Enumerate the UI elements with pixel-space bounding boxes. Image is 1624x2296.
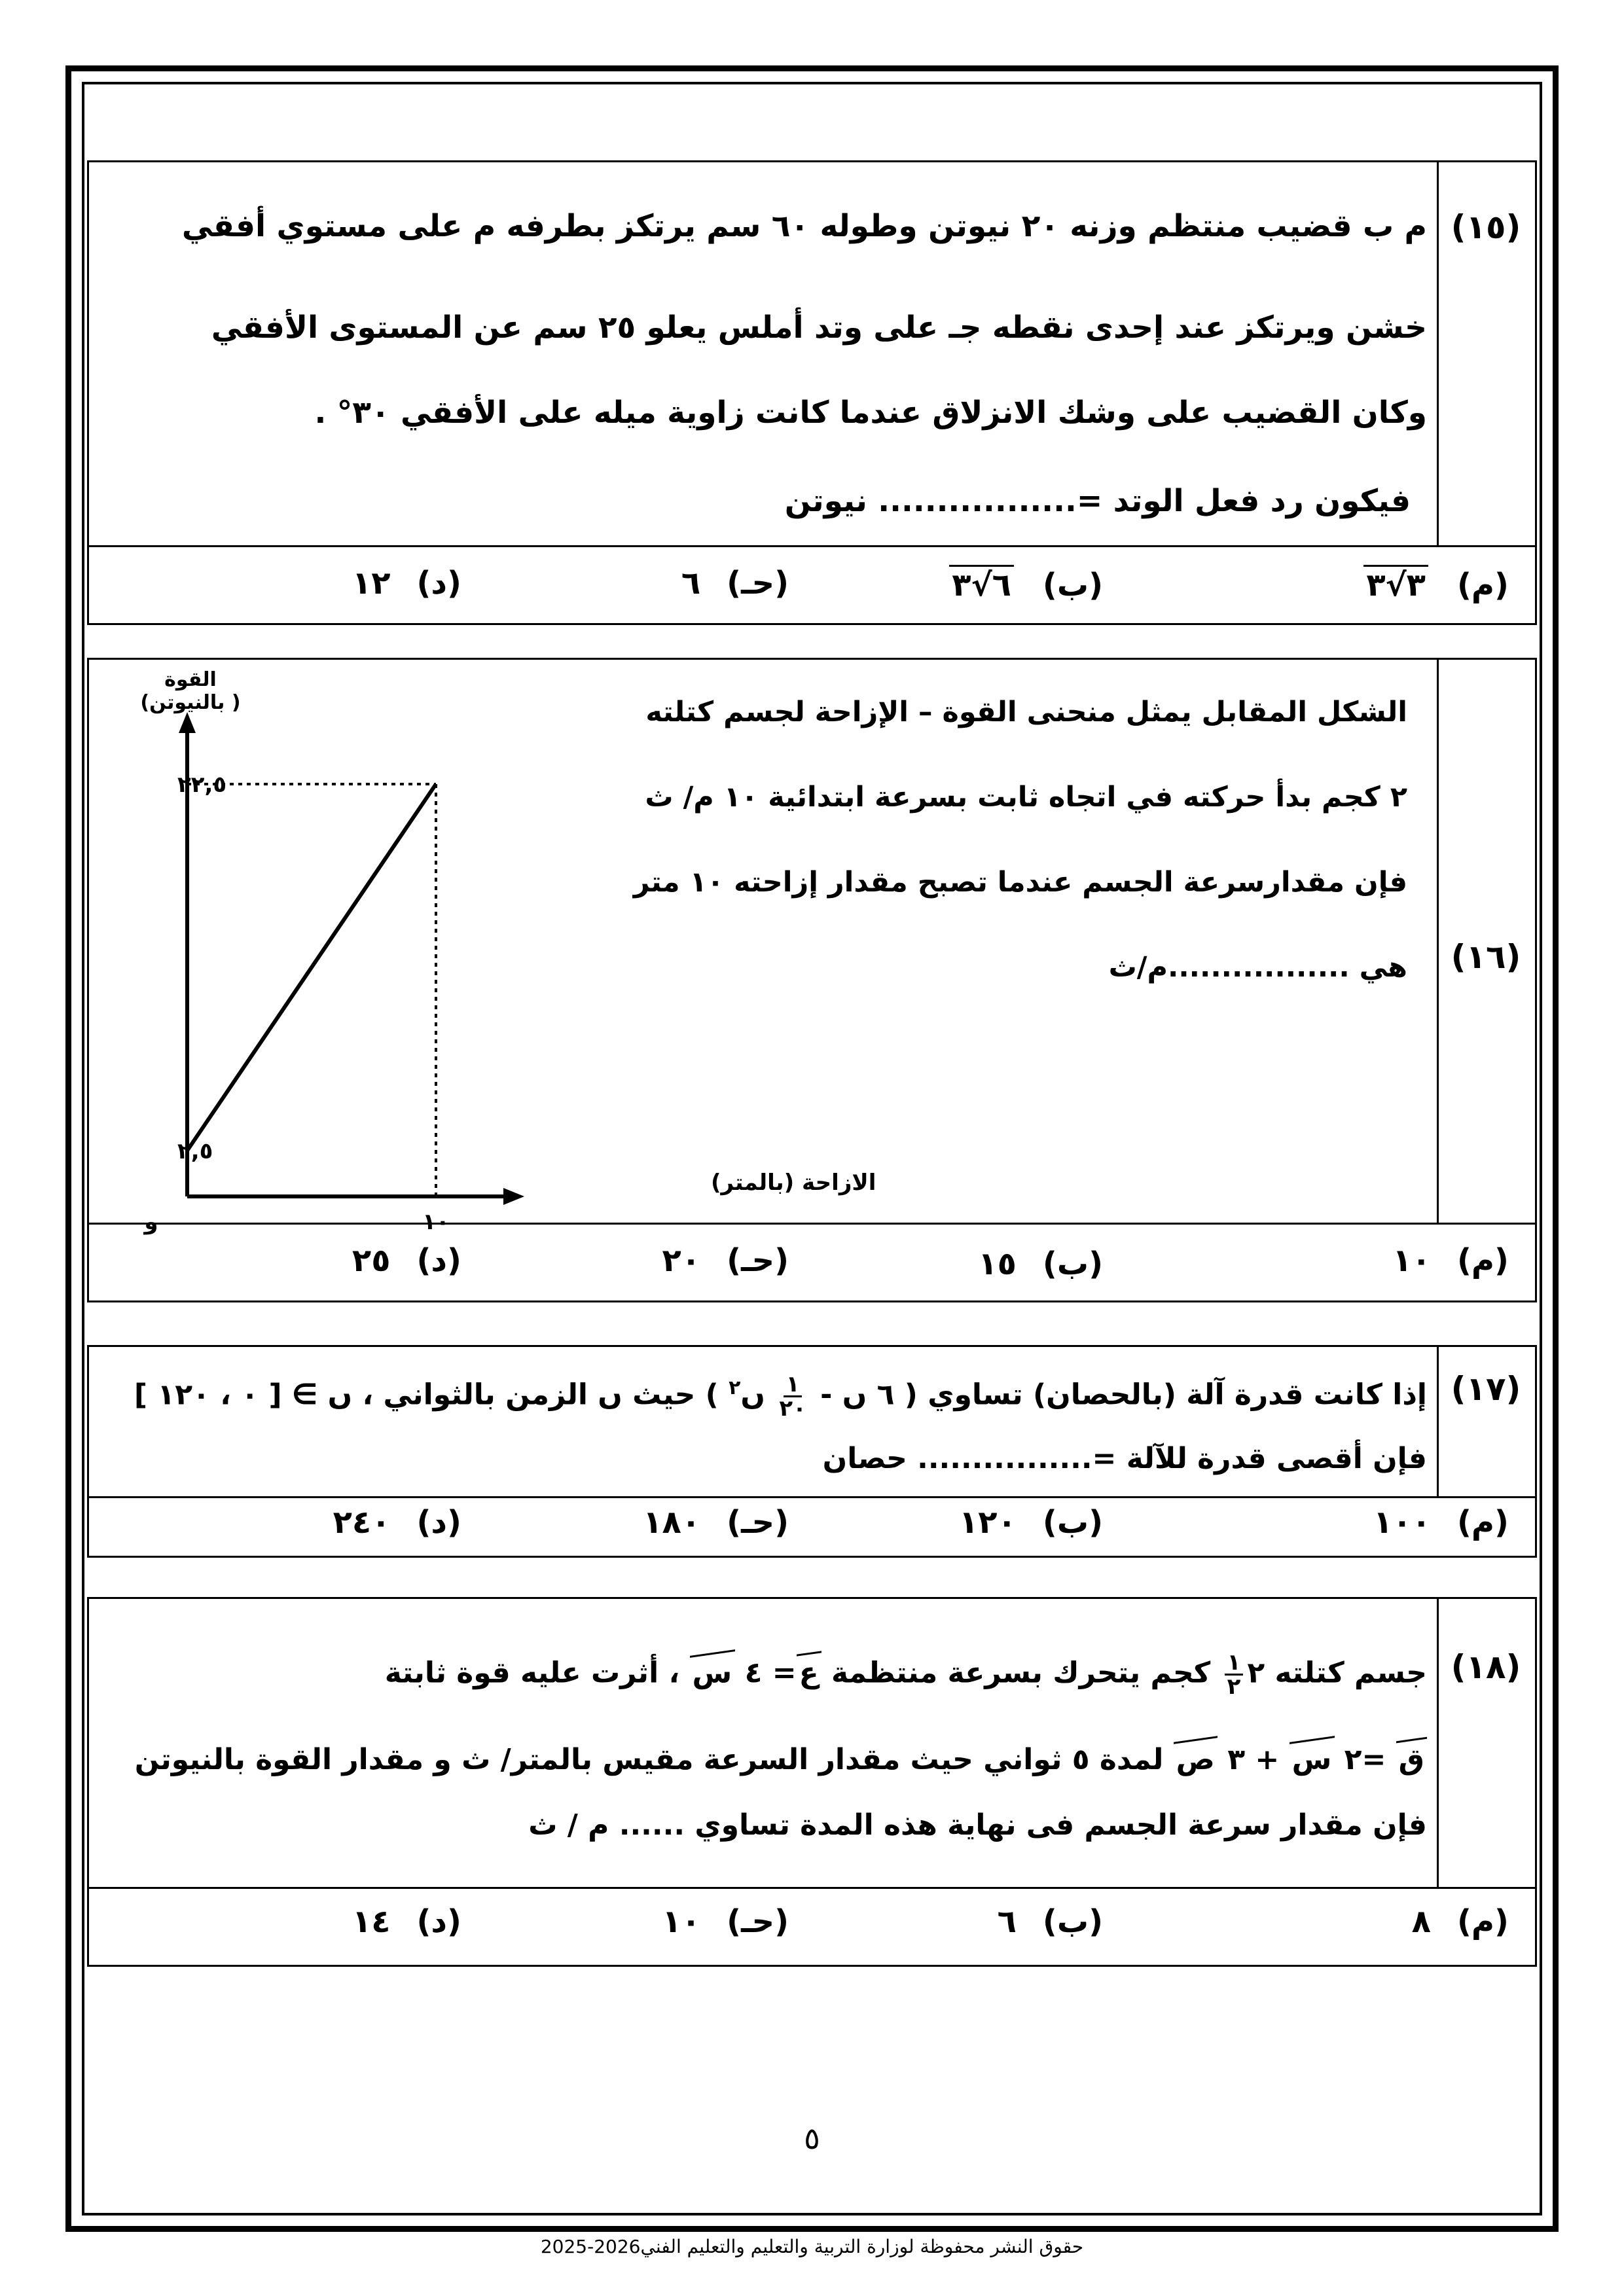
option-a[interactable]: (م)١٠	[1392, 1242, 1509, 1279]
question-text-line: جسم كتلته ٢ $\frac{١}{٢}$ كجم يتحرك بسرعة منتظمة ع= ٤ س ، أثرت عليه قوة ثابتة	[384, 1649, 1427, 1700]
question-number: (١٧)	[1451, 1370, 1521, 1408]
option-d[interactable]: (د)١٢	[352, 565, 461, 601]
option-d[interactable]: (د)١٤	[352, 1903, 461, 1940]
question-18	[87, 1597, 1537, 1967]
unit-vector-i: س	[1290, 1743, 1335, 1776]
option-b[interactable]: (ب)١٢٠	[959, 1504, 1103, 1541]
question-text-line: ق =٢ س + ٣ ص لمدة ٥ ثواني حيث مقدار السرعة مقيس بالمتر/ ث و مقدار القوة بالنيوتن	[135, 1743, 1427, 1776]
option-a[interactable]: (م)٣√٣	[1361, 565, 1509, 603]
question-number: (١٨)	[1451, 1648, 1521, 1686]
question-text-line: فإن مقدارسرعة الجسم عندما تصبح مقدار إزاحته ١٠ متر	[633, 866, 1407, 899]
question-16	[87, 658, 1537, 1302]
y-axis-label: القوة	[164, 668, 217, 691]
y-axis-label: ( بالنيوتن)	[140, 691, 241, 714]
fraction: $\frac{١}{٢}$	[1225, 1651, 1244, 1698]
x-axis-arrow	[503, 1188, 524, 1205]
y-axis-arrow	[179, 712, 196, 733]
question-text-line: خشن ويرتكز عند إحدى نقطه جـ على وتد أملس يعلو ٢٥ سم عن المستوى الأفقي	[211, 310, 1427, 346]
question-number-column	[1437, 1599, 1535, 1887]
force-displacement-chart	[89, 660, 876, 1235]
unit-vector-j: ص	[1174, 1743, 1218, 1776]
options-divider	[89, 1223, 1535, 1225]
options-divider	[89, 1887, 1535, 1889]
options-divider	[89, 1496, 1535, 1498]
option-b[interactable]: (ب)٦	[997, 1903, 1103, 1940]
copyright-footer: حقوق النشر محفوظة لوزارة التربية والتعليم والتعليم الفني2026-2025	[540, 2236, 1084, 2257]
x-axis-label: الازاحة (بالمتر)	[711, 1170, 876, 1196]
y-tick-label: ٢,٥	[177, 1138, 213, 1164]
origin-label: و	[144, 1209, 158, 1235]
option-d[interactable]: (د)٢٤٠	[333, 1504, 461, 1541]
question-text-line: فإن أقصى قدرة للآلة =................ حصان	[822, 1442, 1427, 1475]
option-d[interactable]: (د)٢٥	[352, 1242, 461, 1279]
x-tick-label: ١٠	[422, 1209, 450, 1235]
unit-vector-i: س	[690, 1657, 735, 1690]
velocity-vector: ع	[797, 1657, 821, 1690]
question-text-line: وكان القضيب على وشك الانزلاق عندما كانت زاوية ميله على الأفقي ٣٠° .	[314, 395, 1427, 431]
page-number: ٥	[804, 2121, 820, 2156]
question-number: (١٦)	[1451, 938, 1521, 976]
option-a[interactable]: (م)٨	[1411, 1903, 1509, 1940]
question-17	[87, 1345, 1537, 1558]
option-b[interactable]: (ب)١٥	[978, 1246, 1103, 1282]
fraction: $\frac{١}{٢٠}$	[779, 1371, 806, 1422]
question-text-line: م ب قضيب منتظم وزنه ٢٠ نيوتن وطوله ٦٠ سم يرتكز بطرفه م على مستوي أفقي	[181, 208, 1427, 244]
option-c[interactable]: (حـ)١٨٠	[643, 1504, 789, 1541]
option-a[interactable]: (م)١٠٠	[1373, 1504, 1509, 1541]
question-text-line: هي .................م/ث	[1108, 951, 1407, 984]
y-tick-label: ٢٢,٥	[177, 772, 227, 798]
option-c[interactable]: (حـ)٢٠	[662, 1242, 789, 1279]
question-text-line: فإن مقدار سرعة الجسم فى نهاية هذه المدة تساوي ...... م / ث	[528, 1808, 1427, 1842]
option-b[interactable]: (ب)٦√٣	[947, 565, 1103, 603]
option-c[interactable]: (حـ)١٠	[662, 1903, 789, 1940]
force-vector: ق	[1396, 1743, 1427, 1776]
question-15	[87, 160, 1537, 625]
force-line	[187, 784, 436, 1151]
option-c[interactable]: (حـ)٦	[681, 565, 789, 601]
question-text-line: فيكون رد فعل الوتد =................. نيوتن	[784, 483, 1411, 519]
question-text-line: ٢ كجم بدأ حركته في اتجاه ثابت بسرعة ابتدائية ١٠ م/ ث	[645, 781, 1407, 814]
question-number: (١٥)	[1451, 208, 1521, 246]
options-divider	[89, 545, 1535, 547]
question-text-line: الشكل المقابل يمثل منحنى القوة – الإزاحة لجسم كتلته	[645, 696, 1407, 728]
question-text-line: إذا كانت قدرة آلة (بالحصان) تساوي ( ٦ ں - $\frac{١}{٢٠}$ ں$^٢$ ) حيث ں الزمن بالثواني ، ں ∋ [ ٠ ، ١٢٠ ]	[134, 1371, 1427, 1422]
